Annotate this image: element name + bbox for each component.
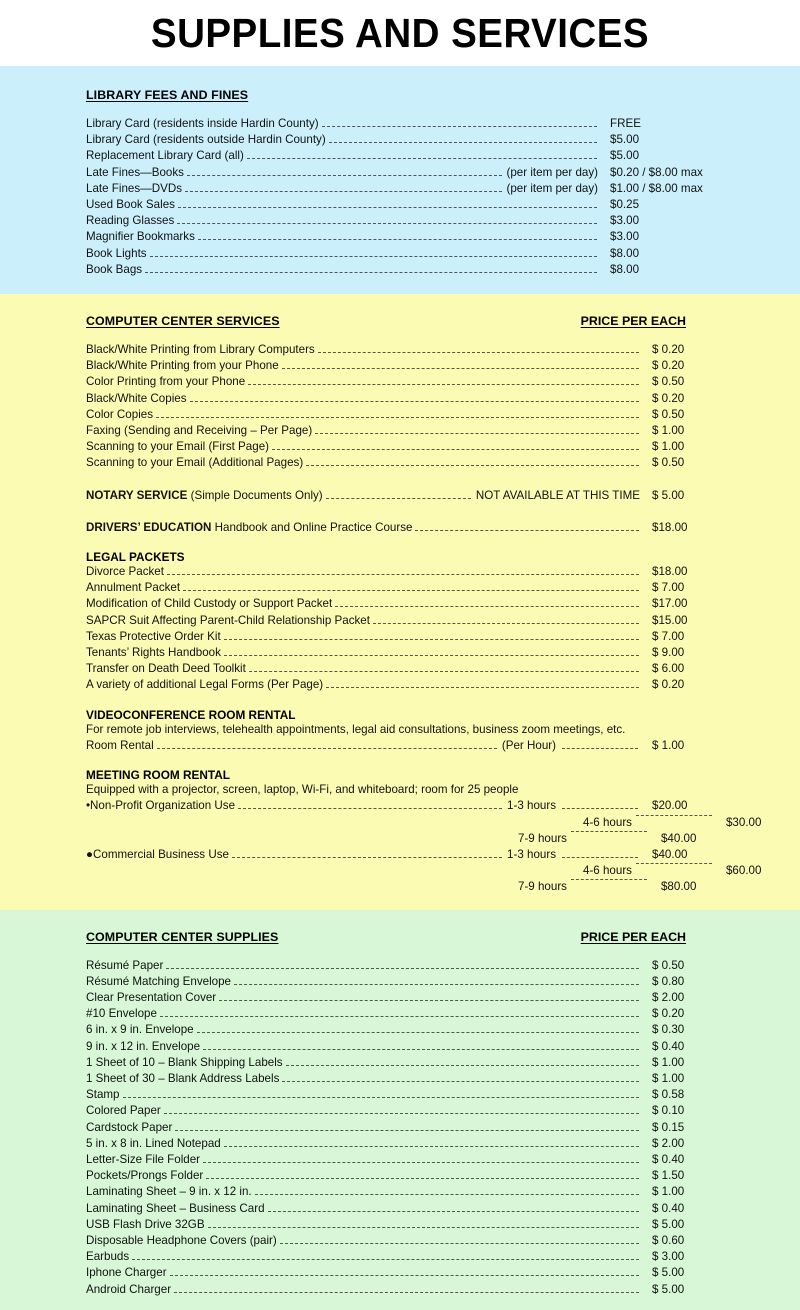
item-label: Replacement Library Card (all) — [86, 149, 244, 163]
item-label: Color Printing from your Phone — [86, 375, 246, 389]
notary-label-bold: NOTARY SERVICE — [86, 488, 188, 502]
videoconference-room-rental-note: (Per Hour) — [501, 738, 556, 752]
item-label: Disposable Headphone Covers (pair) — [86, 1233, 277, 1247]
item-price: $ 1.00 — [652, 424, 685, 438]
item-label: Used Book Sales — [86, 198, 175, 212]
leader-dots — [282, 1081, 639, 1082]
item-price: $ 1.00 — [652, 1055, 685, 1069]
computer-services-price-header: PRICE PER EACH — [580, 314, 686, 329]
item-label: 9 in. x 12 in. Envelope — [86, 1039, 201, 1053]
item-price: $ 3.00 — [652, 1250, 685, 1264]
price-row — [86, 580, 750, 596]
videoconference-description: For remote job interviews, telehealth appointments, legal aid consultations, business zoom meetings, etc. — [86, 722, 626, 736]
item-price: $ 9.00 — [652, 646, 685, 660]
leader-dots — [164, 1113, 639, 1114]
item-price: $ 0.40 — [652, 1039, 685, 1053]
drivers-education-label — [86, 520, 412, 536]
item-label: Library Card (residents outside Hardin County) — [86, 133, 326, 147]
item-price: $ 0.10 — [652, 1104, 685, 1118]
item-price: $ 7.00 — [652, 629, 685, 643]
price-row — [86, 1249, 750, 1265]
item-label: Late Fines—DVDs — [86, 181, 183, 195]
item-label: Late Fines—Books — [86, 165, 184, 179]
item-price: $ 0.30 — [652, 1023, 685, 1037]
computer-services-rows — [86, 342, 750, 472]
notary-label-rest: (Simple Documents Only) — [187, 488, 323, 502]
item-label: Black/White Printing from your Phone — [86, 359, 279, 373]
leader-dots — [415, 530, 639, 531]
item-price: $ 2.00 — [652, 990, 685, 1004]
meeting-room-nonprofit-tier3-price: $40.00 — [660, 831, 697, 845]
library-fees-heading-row — [86, 88, 750, 102]
price-row — [86, 407, 750, 423]
item-label: Letter-Size File Folder — [86, 1152, 201, 1166]
leader-dots — [571, 879, 647, 880]
leader-dots — [206, 1178, 639, 1179]
section-computer-services — [0, 294, 800, 909]
leader-dots — [145, 272, 597, 273]
item-label: Laminating Sheet – Business Card — [86, 1201, 265, 1215]
price-row — [86, 1201, 750, 1217]
leader-dots — [272, 449, 639, 450]
leader-dots — [248, 384, 639, 385]
item-price: $ 0.50 — [652, 958, 685, 972]
item-price: $8.00 — [610, 262, 640, 276]
leader-dots — [562, 808, 638, 809]
item-label: Laminating Sheet – 9 in. x 12 in. — [86, 1185, 252, 1199]
meeting-room-commercial-tier1-label: 1-3 hours — [507, 847, 556, 861]
meeting-room-description: Equipped with a projector, screen, laptop, Wi-Fi, and whiteboard; room for 25 people — [86, 783, 519, 797]
item-label: Cardstock Paper — [86, 1120, 173, 1134]
leader-dots — [326, 498, 471, 499]
leader-dots — [167, 574, 639, 575]
leader-dots — [232, 857, 502, 858]
item-label: Library Card (residents inside Hardin County) — [86, 117, 319, 130]
videoconference-heading: VIDEOCONFERENCE ROOM RENTAL — [86, 707, 296, 722]
section-library-fees — [0, 66, 800, 294]
price-row — [86, 596, 750, 612]
item-price: $ 0.50 — [652, 456, 685, 470]
price-row — [86, 974, 750, 990]
price-row — [86, 1039, 750, 1055]
price-row — [86, 1184, 750, 1200]
item-price: $ 0.20 — [652, 343, 685, 357]
videoconference-room-rental-price: $ 1.00 — [652, 738, 685, 752]
item-price: $ 0.15 — [652, 1120, 685, 1134]
price-row — [86, 1217, 750, 1233]
item-price: $ 5.00 — [652, 1282, 685, 1296]
notary-row — [86, 488, 750, 504]
item-label: 6 in. x 9 in. Envelope — [86, 1023, 194, 1037]
meeting-room-heading: MEETING ROOM RENTAL — [86, 768, 230, 783]
price-row — [86, 958, 750, 974]
spacer — [86, 879, 518, 895]
price-row — [86, 1022, 750, 1038]
leader-dots — [255, 1194, 639, 1195]
item-label: Pockets/Prongs Folder — [86, 1169, 204, 1183]
computer-supplies-rows — [86, 958, 750, 1298]
price-row — [86, 439, 750, 455]
drivers-education-row — [86, 520, 750, 536]
meeting-room-commercial-tier2-row — [86, 863, 762, 879]
price-row — [86, 1087, 750, 1103]
leader-dots — [335, 606, 639, 607]
notary-note: NOT AVAILABLE AT THIS TIME — [475, 488, 640, 502]
item-label: Scanning to your Email (First Page) — [86, 440, 269, 454]
item-price: $ 5.00 — [652, 1217, 685, 1231]
notary-label — [86, 488, 323, 504]
price-row — [86, 374, 750, 390]
item-price: $ 0.20 — [652, 391, 685, 405]
leader-dots — [157, 748, 497, 749]
price-row — [86, 1152, 750, 1168]
item-label: USB Flash Drive 32GB — [86, 1217, 205, 1231]
item-price: $ 5.00 — [652, 1266, 685, 1280]
item-price: $0.25 — [610, 198, 640, 212]
computer-supplies-price-header: PRICE PER EACH — [580, 929, 686, 944]
price-row — [86, 246, 750, 262]
leader-dots — [175, 1130, 639, 1131]
drivers-education-price: $18.00 — [652, 520, 688, 534]
price-row — [86, 132, 750, 148]
leader-dots — [562, 857, 638, 858]
leader-dots — [326, 687, 639, 688]
price-row — [86, 1055, 750, 1071]
leader-dots — [123, 1097, 639, 1098]
item-label: Color Copies — [86, 407, 154, 421]
meeting-room-commercial-label: ●Commercial Business Use — [86, 847, 229, 861]
price-row — [86, 455, 750, 471]
price-row — [86, 564, 750, 580]
computer-services-heading-row — [86, 314, 750, 328]
item-label: Iphone Charger — [86, 1266, 167, 1280]
meeting-room-nonprofit-tier2-row — [86, 815, 762, 831]
item-price: $ 0.20 — [652, 678, 685, 692]
leader-dots — [170, 1275, 639, 1276]
price-row — [86, 645, 750, 661]
computer-supplies-heading-row — [86, 930, 750, 944]
title-band — [0, 0, 800, 66]
item-label: Modification of Child Custody or Support Packet — [86, 597, 333, 611]
leader-dots — [562, 748, 638, 749]
item-label: Earbuds — [86, 1250, 130, 1264]
item-price: $ 0.40 — [652, 1152, 685, 1166]
price-row — [86, 1103, 750, 1119]
leader-dots — [636, 863, 712, 864]
item-label: 1 Sheet of 10 – Blank Shipping Labels — [86, 1055, 283, 1069]
price-row — [86, 1006, 750, 1022]
leader-dots — [322, 126, 597, 127]
price-row — [86, 391, 750, 407]
price-row — [86, 181, 750, 197]
leader-dots — [203, 1049, 639, 1050]
item-price: $ 0.60 — [652, 1233, 685, 1247]
item-label: Black/White Copies — [86, 391, 187, 405]
leader-dots — [315, 433, 639, 434]
item-label: 1 Sheet of 30 – Blank Address Labels — [86, 1071, 280, 1085]
meeting-room-nonprofit-tier3-label: 7-9 hours — [518, 831, 567, 845]
item-label: Magnifier Bookmarks — [86, 230, 195, 244]
item-price: $ 0.80 — [652, 974, 685, 988]
leader-dots — [238, 808, 502, 809]
price-row — [86, 1168, 750, 1184]
item-price: $ 1.00 — [652, 1071, 685, 1085]
item-label: Colored Paper — [86, 1104, 161, 1118]
price-row — [86, 990, 750, 1006]
leader-dots — [329, 142, 597, 143]
price-row — [86, 148, 750, 164]
item-price: $ 1.00 — [652, 440, 685, 454]
leader-dots — [219, 1000, 639, 1001]
leader-dots — [150, 256, 597, 257]
leader-dots — [280, 1243, 639, 1244]
price-row — [86, 1136, 750, 1152]
meeting-room-commercial-tier1-price: $40.00 — [652, 847, 688, 861]
item-label: Black/White Printing from Library Computers — [86, 343, 315, 357]
item-label: Reading Glasses — [86, 214, 175, 228]
leader-dots — [234, 984, 639, 985]
item-price: $5.00 — [610, 149, 640, 163]
item-label: #10 Envelope — [86, 1007, 157, 1021]
price-row — [86, 677, 750, 693]
item-label: A variety of additional Legal Forms (Per Page) — [86, 678, 324, 692]
legal-packets-rows — [86, 564, 750, 694]
item-price: $ 7.00 — [652, 581, 685, 595]
price-row — [86, 1282, 750, 1298]
meeting-room-commercial-tier3-price: $80.00 — [660, 880, 697, 894]
leader-dots — [132, 1259, 639, 1260]
item-label: Faxing (Sending and Receiving – Per Page) — [86, 424, 313, 438]
leader-dots — [249, 671, 639, 672]
price-row — [86, 165, 750, 181]
meeting-room-nonprofit-tier2-price: $30.00 — [725, 815, 762, 829]
price-row — [86, 1233, 750, 1249]
item-label: Annulment Packet — [86, 581, 181, 595]
leader-dots — [198, 239, 597, 240]
drivers-education-label-rest: Handbook and Online Practice Course — [211, 520, 413, 534]
item-label: Résumé Paper — [86, 958, 164, 972]
leader-dots — [224, 639, 639, 640]
item-price: $ 0.50 — [652, 375, 685, 389]
computer-supplies-heading: COMPUTER CENTER SUPPLIES — [86, 929, 279, 944]
leader-dots — [160, 1016, 639, 1017]
meeting-room-nonprofit-row — [86, 798, 750, 814]
item-price: $ 0.20 — [652, 359, 685, 373]
item-price: $ 2.00 — [652, 1136, 685, 1150]
price-row — [86, 229, 750, 245]
item-note: (per item per day) — [506, 181, 598, 195]
library-fees-heading: LIBRARY FEES AND FINES — [86, 88, 249, 102]
leader-dots — [286, 1065, 639, 1066]
leader-dots — [190, 401, 639, 402]
item-note: (per item per day) — [506, 165, 598, 179]
price-row — [86, 262, 750, 278]
videoconference-room-rental-row — [86, 738, 750, 754]
computer-services-heading: COMPUTER CENTER SERVICES — [86, 314, 280, 329]
legal-packets-heading: LEGAL PACKETS — [86, 550, 185, 565]
notary-price: $ 5.00 — [652, 488, 685, 502]
price-row — [86, 213, 750, 229]
drivers-education-label-bold: DRIVERS’ EDUCATION — [86, 520, 212, 534]
price-row — [86, 1120, 750, 1136]
item-price: $ 0.58 — [652, 1088, 685, 1102]
item-price: $3.00 — [610, 214, 640, 228]
item-label: Stamp — [86, 1088, 120, 1102]
item-price: $ 1.00 — [652, 1185, 685, 1199]
item-label: Book Lights — [86, 246, 147, 260]
section-computer-supplies — [0, 910, 800, 1310]
item-label: Scanning to your Email (Additional Pages) — [86, 456, 304, 470]
spacer — [86, 504, 750, 520]
spacer — [86, 863, 583, 879]
leader-dots — [318, 352, 639, 353]
item-label: Transfer on Death Deed Toolkit — [86, 662, 246, 676]
meeting-room-nonprofit-tier1-label: 1-3 hours — [507, 799, 556, 813]
leader-dots — [247, 158, 597, 159]
price-row — [86, 423, 750, 439]
meeting-room-nonprofit-tier2-label: 4-6 hours — [583, 815, 632, 829]
item-price: $ 1.50 — [652, 1169, 685, 1183]
videoconference-room-rental-label: Room Rental — [86, 738, 154, 752]
item-label: Tenants’ Rights Handbook — [86, 646, 221, 660]
item-price: FREE — [610, 117, 641, 130]
price-row — [86, 613, 750, 629]
price-row — [86, 661, 750, 677]
item-price: $18.00 — [652, 565, 688, 579]
leader-dots — [203, 1162, 639, 1163]
price-row — [86, 1265, 750, 1281]
meeting-room-commercial-tier3-label: 7-9 hours — [518, 880, 567, 894]
price-row — [86, 116, 750, 132]
meeting-room-nonprofit-label: •Non-Profit Organization Use — [86, 799, 236, 813]
item-label: SAPCR Suit Affecting Parent-Child Relationship Packet — [86, 613, 370, 627]
meeting-room-nonprofit-tier3-row — [86, 831, 750, 847]
meeting-room-commercial-tier2-label: 4-6 hours — [583, 864, 632, 878]
price-row — [86, 1071, 750, 1087]
leader-dots — [571, 831, 647, 832]
leader-dots — [187, 175, 502, 176]
leader-dots — [156, 417, 639, 418]
leader-dots — [224, 1146, 639, 1147]
leader-dots — [166, 968, 639, 969]
leader-dots — [185, 191, 501, 192]
item-price: $ 0.40 — [652, 1201, 685, 1215]
leader-dots — [177, 223, 597, 224]
item-price: $ 0.20 — [652, 1007, 685, 1021]
price-row — [86, 629, 750, 645]
leader-dots — [208, 1227, 639, 1228]
item-label: Clear Presentation Cover — [86, 990, 217, 1004]
leader-dots — [306, 465, 639, 466]
item-price: $3.00 — [610, 230, 640, 244]
item-label: Résumé Matching Envelope — [86, 974, 232, 988]
item-price: $ 0.50 — [652, 407, 685, 421]
leader-dots — [174, 1292, 639, 1293]
item-price: $17.00 — [652, 597, 688, 611]
leader-dots — [373, 623, 639, 624]
meeting-room-commercial-tier3-row — [86, 879, 750, 895]
spacer — [86, 472, 750, 488]
meeting-room-nonprofit-tier1-price: $20.00 — [652, 799, 688, 813]
item-price: $8.00 — [610, 246, 640, 260]
library-fees-rows — [86, 116, 750, 278]
leader-dots — [636, 815, 712, 816]
item-price: $15.00 — [652, 613, 688, 627]
spacer — [86, 815, 583, 831]
leader-dots — [178, 207, 597, 208]
leader-dots — [282, 368, 639, 369]
item-label: 5 in. x 8 in. Lined Notepad — [86, 1136, 221, 1150]
item-label: Texas Protective Order Kit — [86, 629, 221, 643]
price-row — [86, 197, 750, 213]
item-label: Divorce Packet — [86, 565, 164, 579]
item-price: $1.00 / $8.00 max — [610, 181, 703, 195]
item-label: Android Charger — [86, 1282, 172, 1296]
leader-dots — [268, 1211, 639, 1212]
spacer — [86, 831, 518, 847]
item-price: $ 6.00 — [652, 662, 685, 676]
item-price: $5.00 — [610, 133, 640, 147]
meeting-room-commercial-row — [86, 847, 750, 863]
leader-dots — [183, 590, 639, 591]
leader-dots — [197, 1032, 639, 1033]
price-row — [86, 342, 750, 358]
leader-dots — [224, 655, 639, 656]
item-price: $0.20 / $8.00 max — [610, 165, 703, 179]
price-row — [86, 358, 750, 374]
meeting-room-commercial-tier2-price: $60.00 — [725, 864, 762, 878]
item-label: Book Bags — [86, 262, 143, 276]
page-title: SUPPLIES AND SERVICES — [150, 9, 650, 56]
